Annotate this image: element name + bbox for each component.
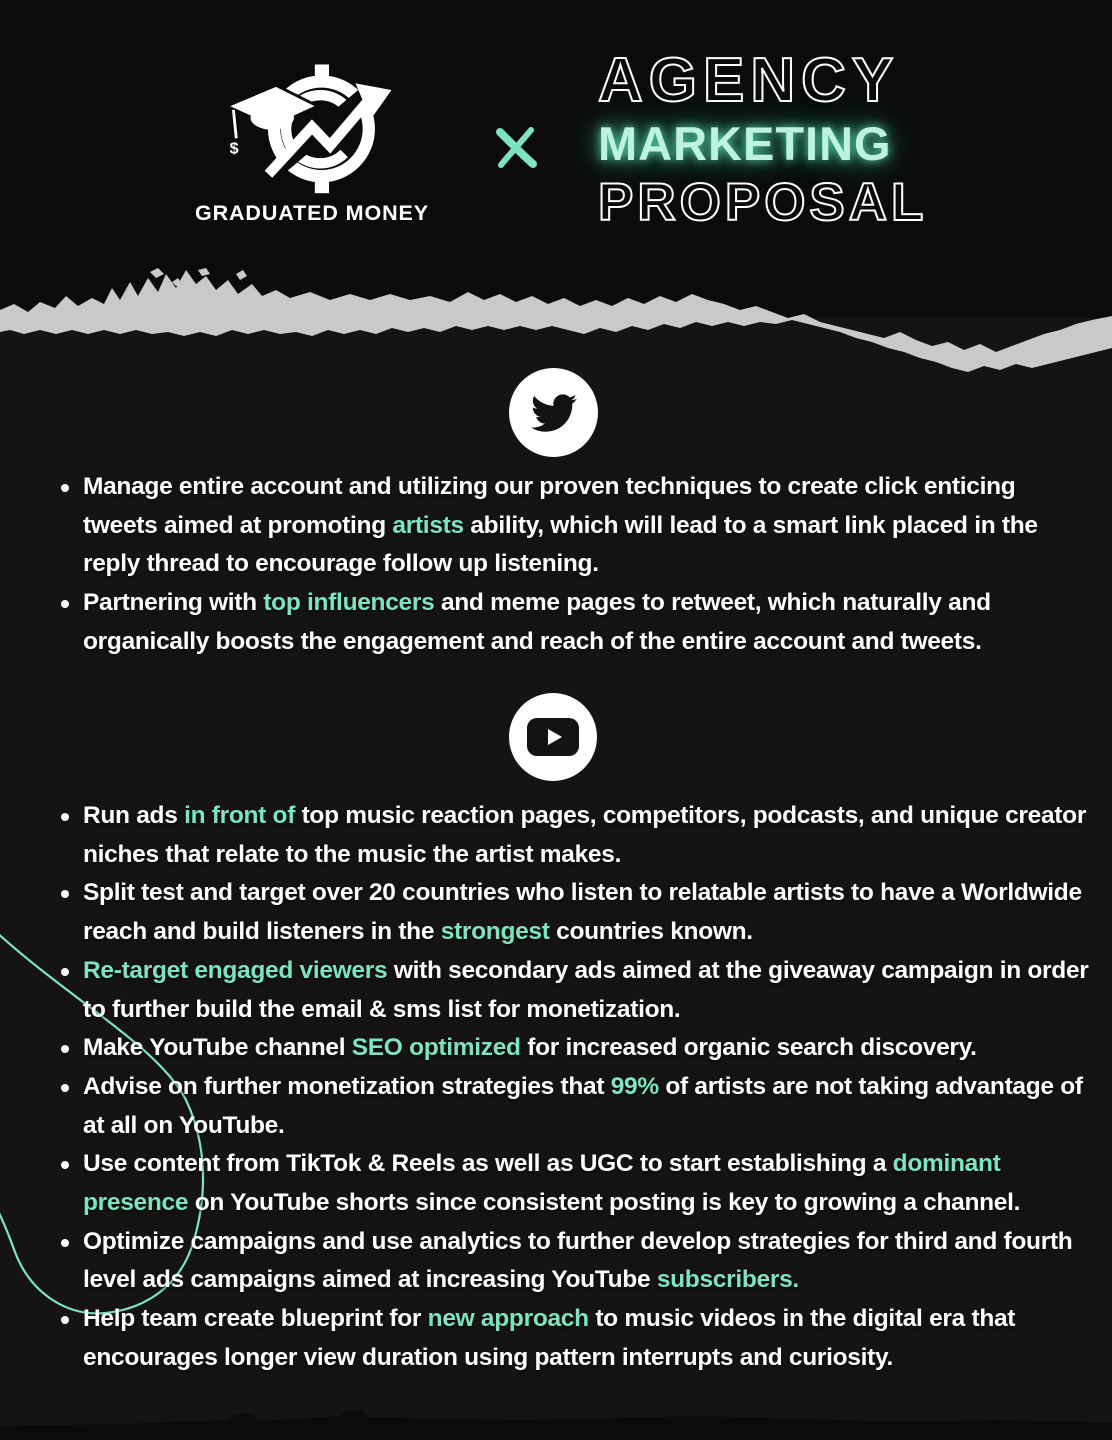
list-item	[60, 1223, 1092, 1300]
bullet-text: Partnering with	[83, 589, 264, 617]
bullet-text: on YouTube shorts since consistent posting is key to growing a channel.	[188, 1189, 1021, 1217]
bottom-torn-edge	[0, 1390, 1112, 1440]
highlight-text: strongest	[440, 918, 550, 946]
bullet-text: for increased organic search discovery.	[520, 1034, 977, 1062]
torn-paper-divider	[0, 268, 1112, 378]
svg-text:$: $	[229, 139, 239, 158]
bullet-text: and meme pages to retweet, which naturally and organically boosts the engagement and reach of the entire account and tweets.	[83, 589, 991, 655]
page-title	[598, 46, 1078, 234]
list-item	[60, 797, 1092, 874]
highlight-text: in front of	[184, 802, 296, 829]
list-item	[60, 1300, 1092, 1377]
bullet-text: with secondary ads aimed at the giveaway campaign in order to further build the email & sms list for monetization.	[83, 956, 1089, 1023]
bullet-text: top music reaction pages, competitors, podcasts, and unique creator niches that relate to the music the artist makes.	[83, 802, 1087, 868]
list-item	[60, 952, 1092, 1029]
highlight-text: subscribers.	[656, 1266, 799, 1294]
list-item	[60, 1029, 1092, 1068]
collab-x-icon	[490, 120, 542, 172]
brand-name: GRADUATED MONEY	[194, 201, 430, 225]
highlight-text: artists	[392, 511, 464, 539]
title-agency: AGENCY	[598, 46, 900, 115]
bullet-text: ability, which will lead to a smart link placed in the reply thread to encourage follow up listening.	[83, 511, 1038, 578]
bullet-text: Help team create blueprint for	[83, 1305, 428, 1333]
youtube-icon	[509, 693, 597, 781]
bullet-text: Optimize campaigns and use analytics to further develop strategies for third and fourth level ads campaigns aimed at increasing YouTube	[83, 1227, 1073, 1294]
bullet-text: countries known.	[549, 918, 753, 946]
list-item	[60, 1068, 1092, 1145]
graduated-money-logo	[214, 55, 410, 197]
highlight-text: SEO optimized	[351, 1034, 521, 1062]
list-item	[60, 584, 1092, 661]
list-item	[60, 1145, 1092, 1222]
twitter-bullet-list	[60, 468, 1092, 662]
bullet-text: to music videos in the digital era that encourages longer view duration using pattern interrupts and curiosity.	[83, 1305, 1016, 1371]
list-item	[60, 468, 1092, 584]
title-marketing: MARKETING	[598, 117, 892, 170]
bullet-text: Advise on further monetization strategies that	[83, 1072, 611, 1100]
highlight-text: new approach	[427, 1305, 589, 1333]
title-proposal: PROPOSAL	[598, 173, 928, 232]
bullet-text: of artists are not taking advantage of at all on YouTube.	[83, 1072, 1083, 1139]
bullet-text: Use content from TikTok & Reels as well as UGC to start establishing a	[83, 1150, 893, 1178]
highlight-text: Re-target engaged viewers	[83, 956, 388, 984]
brand-block	[180, 55, 444, 226]
youtube-bullet-list	[60, 797, 1092, 1378]
bullet-text: Run ads	[83, 802, 185, 829]
bullet-text: Manage entire account and utilizing our proven techniques to create click enticing tweets aimed at promoting	[83, 473, 1016, 539]
list-item	[60, 874, 1092, 951]
highlight-text: 99%	[610, 1072, 659, 1100]
highlight-text: dominant presence	[83, 1150, 1001, 1217]
bullet-text: Split test and target over 20 countries who listen to relatable artists to have a Worldwide reach and build listeners in the	[83, 879, 1082, 946]
twitter-icon	[509, 368, 598, 457]
bullet-text: Make YouTube channel	[83, 1034, 352, 1062]
highlight-text: top influencers	[263, 589, 435, 617]
